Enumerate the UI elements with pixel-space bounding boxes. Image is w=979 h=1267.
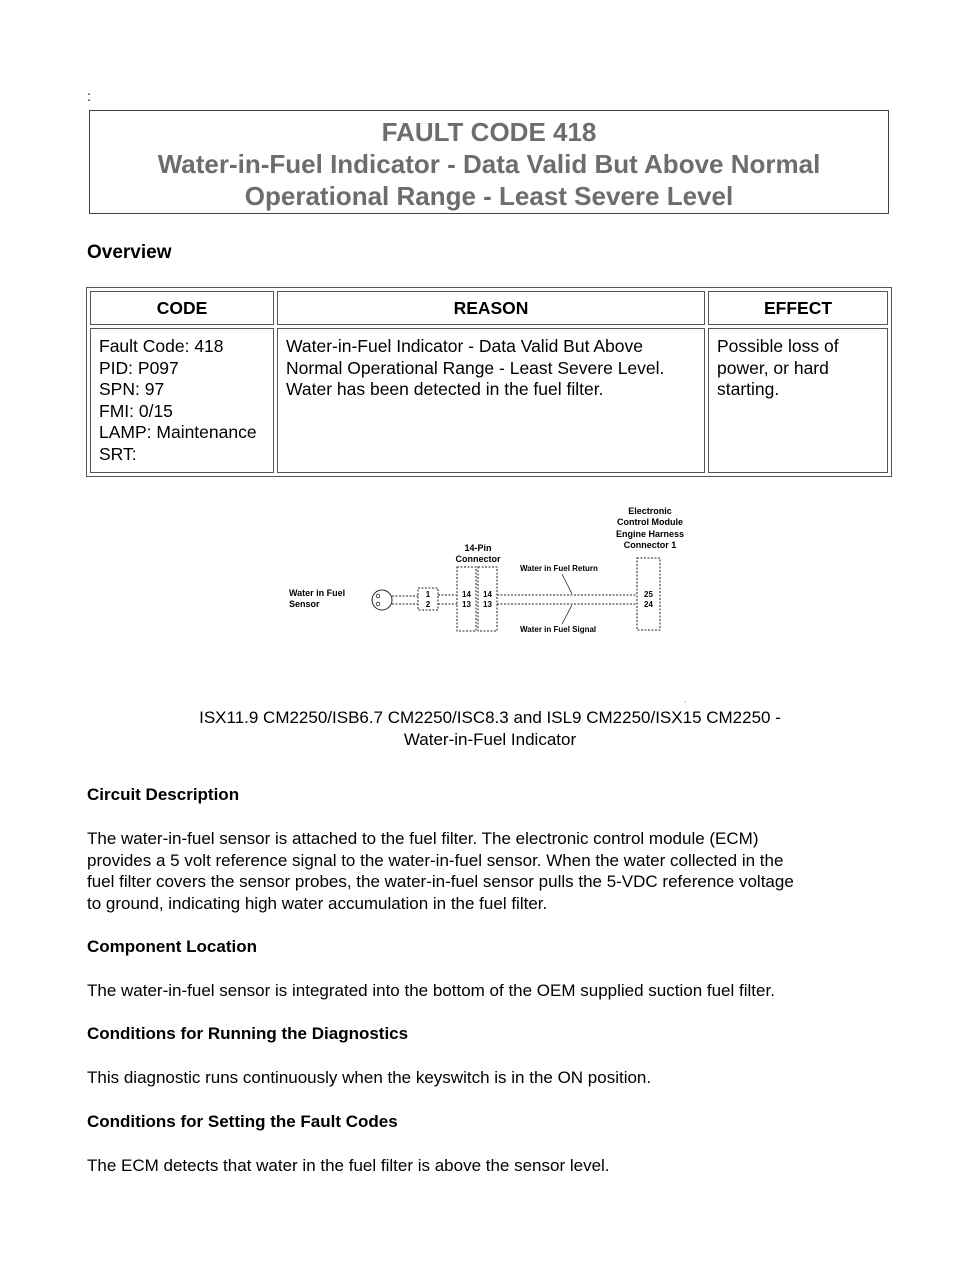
code-lamp: LAMP: Maintenance — [99, 422, 257, 442]
setting-conditions — [87, 1155, 897, 1177]
ecm-label-line: Electronic — [628, 506, 672, 516]
ecm-pin-label: 25 — [644, 590, 653, 599]
figure-id: 1 — [684, 699, 687, 704]
connector-pin-label: 14 — [483, 590, 492, 599]
caption-line: ISX11.9 CM2250/ISB6.7 CM2250/ISC8.3 and ISL9 CM2250/ISX15 CM2250 - — [199, 708, 781, 727]
sensor-pin-label: 1 — [425, 590, 431, 599]
code-pid: PID: P097 — [99, 357, 179, 378]
ecm-label-line: Control Module — [617, 517, 683, 527]
paragraph-line: The water-in-fuel sensor is attached to the fuel filter. The electronic control module (ECM) — [87, 829, 759, 848]
reason-cell — [277, 328, 705, 473]
component-location — [87, 980, 897, 1002]
overview-table — [86, 287, 892, 477]
effect-cell — [708, 328, 888, 473]
reason-line: Water has been detected in the fuel filter. — [286, 379, 604, 399]
ecm-label-line: Engine Harness — [615, 529, 685, 539]
fault-description-line-2: Operational Range - Least Severe Level — [244, 181, 734, 211]
signal-wire-label: Water in Fuel Signal — [520, 625, 597, 634]
paragraph-line: provides a 5 volt reference signal to the water-in-fuel sensor. When the water collected in the — [87, 850, 784, 870]
header-code: CODE — [90, 291, 274, 325]
header-reason: REASON — [277, 291, 705, 325]
paragraph-line: The ECM detects that water in the fuel filter is above the sensor level. — [87, 1156, 610, 1175]
ecm-pin-label: 24 — [644, 600, 653, 609]
code-cell — [90, 328, 274, 473]
paragraph-line: The water-in-fuel sensor is integrated into the bottom of the OEM supplied suction fuel filter. — [87, 981, 775, 1000]
caption-line: Water-in-Fuel Indicator — [403, 730, 577, 749]
paragraph-line: fuel filter covers the sensor probes, the water-in-fuel sensor pulls the 5-VDC reference voltage — [87, 872, 794, 891]
paragraph-line: to ground, indicating high water accumulation in the fuel filter. — [87, 893, 548, 913]
section-heading: Circuit Description — [87, 785, 240, 804]
effect-line: starting. — [717, 379, 780, 399]
connector-label-line: 14-Pin — [464, 543, 492, 553]
return-leader-line — [562, 574, 572, 594]
fault-description-line-1: Water-in-Fuel Indicator - Data Valid But Above Normal — [157, 149, 821, 179]
page-prefix: : — [87, 88, 91, 104]
connector-pin-label: 13 — [483, 600, 492, 609]
code-spn: SPN: 97 — [99, 379, 165, 399]
paragraph-line: This diagnostic runs continuously when the keyswitch is in the ON position. — [87, 1068, 652, 1087]
effect-line: Possible loss of — [717, 336, 839, 356]
wiring-diagram — [280, 500, 700, 705]
circuit-description — [87, 828, 897, 914]
ecm-label-line: Connector 1 — [623, 540, 677, 550]
code-fmi: FMI: 0/15 — [99, 400, 173, 421]
running-conditions — [87, 1067, 897, 1089]
connector-pin-label: 13 — [462, 600, 471, 609]
code-srt: SRT: — [99, 443, 137, 464]
connector-label-line: Connector — [455, 554, 501, 564]
sensor-label-line: Sensor — [289, 599, 320, 609]
return-wire-label: Water in Fuel Return — [520, 564, 598, 573]
fault-title-box — [89, 110, 889, 214]
connector-half-right — [478, 567, 497, 631]
section-heading: Conditions for Running the Diagnostics — [87, 1024, 409, 1043]
overview-heading: Overview — [87, 242, 172, 263]
table-row — [90, 328, 888, 473]
sensor-symbol — [372, 590, 392, 610]
header-effect: EFFECT — [708, 291, 888, 325]
section-heading: Component Location — [87, 937, 257, 956]
table-header-row — [90, 291, 888, 325]
reason-line: Normal Operational Range - Least Severe Level. — [286, 357, 665, 378]
effect-line: power, or hard — [717, 357, 829, 378]
sensor-pin-label: 2 — [425, 600, 431, 609]
connector-pin-label: 14 — [462, 590, 471, 599]
signal-leader-line — [562, 605, 572, 624]
sensor-label-line: Water in Fuel — [289, 588, 346, 598]
connector-half-left — [457, 567, 476, 631]
fault-code-title: FAULT CODE 418 — [381, 117, 597, 147]
figure-caption — [90, 707, 890, 751]
reason-line: Water-in-Fuel Indicator - Data Valid But Above — [286, 336, 643, 356]
section-heading: Conditions for Setting the Fault Codes — [87, 1112, 398, 1131]
code-fault-code: Fault Code: 418 — [99, 336, 224, 356]
